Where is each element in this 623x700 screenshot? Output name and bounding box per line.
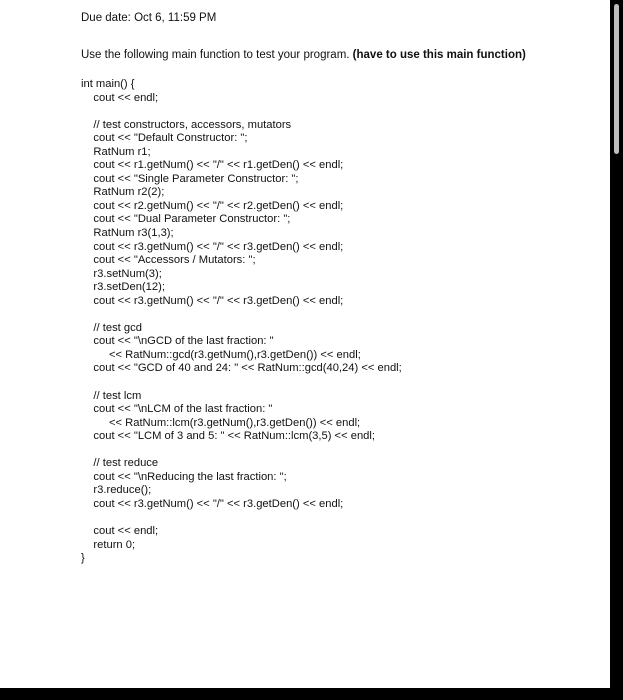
code-line (81, 308, 402, 322)
due-date: Due date: Oct 6, 11:59 PM (81, 12, 217, 24)
code-line: << RatNum::lcm(r3.getNum(),r3.getDen()) << endl; (81, 416, 361, 429)
code-line: cout << r1.getNum() << "/" << r1.getDen() << endl; (81, 159, 344, 172)
code-line: cout << "\nReducing the last fraction: "; (81, 470, 287, 483)
code-line: cout << r2.getNum() << "/" << r2.getDen() << endl; (81, 199, 344, 212)
code-line: RatNum r3(1,3); (81, 227, 174, 240)
code-line: // test reduce (81, 457, 159, 470)
instructions-bold: (have to use this main function) (352, 49, 526, 61)
code-line: cout << "LCM of 3 and 5: " << RatNum::lcm(3,5) << endl; (81, 430, 375, 443)
code-line: r3.setNum(3); (81, 267, 162, 280)
code-line: cout << "\nLCM of the last fraction: " (81, 403, 273, 416)
code-line: cout << r3.getNum() << "/" << r3.getDen() << endl; (81, 294, 344, 307)
code-line: cout << endl; (81, 525, 159, 538)
code-line: return 0; (81, 538, 136, 551)
code-line: cout << endl; (81, 91, 159, 104)
code-line: cout << r3.getNum() << "/" << r3.getDen() << endl; (81, 240, 344, 253)
code-line: // test lcm (81, 389, 142, 402)
code-line: cout << "\nGCD of the last fraction: " (81, 335, 274, 348)
code-line: cout << r3.getNum() << "/" << r3.getDen() << endl; (81, 497, 344, 510)
code-line: cout << "Default Constructor: "; (81, 132, 248, 145)
code-line: cout << "GCD of 40 and 24: " << RatNum::gcd(40,24) << endl; (81, 362, 402, 375)
main-function-code (81, 78, 402, 566)
code-line: RatNum r1; (81, 145, 151, 158)
code-line (81, 105, 402, 119)
code-line: cout << "Dual Parameter Constructor: "; (81, 213, 291, 226)
code-line (81, 376, 402, 390)
code-line: int main() { (81, 78, 135, 90)
code-line: // test constructors, accessors, mutators (81, 118, 292, 131)
code-line (81, 444, 402, 458)
code-line: cout << "Single Parameter Constructor: "; (81, 172, 299, 185)
code-line: } (81, 552, 85, 565)
scrollbar[interactable] (614, 4, 619, 154)
code-line: r3.setDen(12); (81, 281, 165, 294)
code-line: << RatNum::gcd(r3.getNum(),r3.getDen()) << endl; (81, 348, 361, 361)
code-line: cout << "Accessors / Mutators: "; (81, 254, 256, 267)
code-line: r3.reduce(); (81, 484, 152, 497)
instructions-text (81, 49, 526, 61)
code-line: RatNum r2(2); (81, 186, 165, 199)
code-line (81, 512, 402, 526)
code-line: // test gcd (81, 321, 142, 334)
instructions-plain: Use the following main function to test your program. (81, 49, 353, 61)
